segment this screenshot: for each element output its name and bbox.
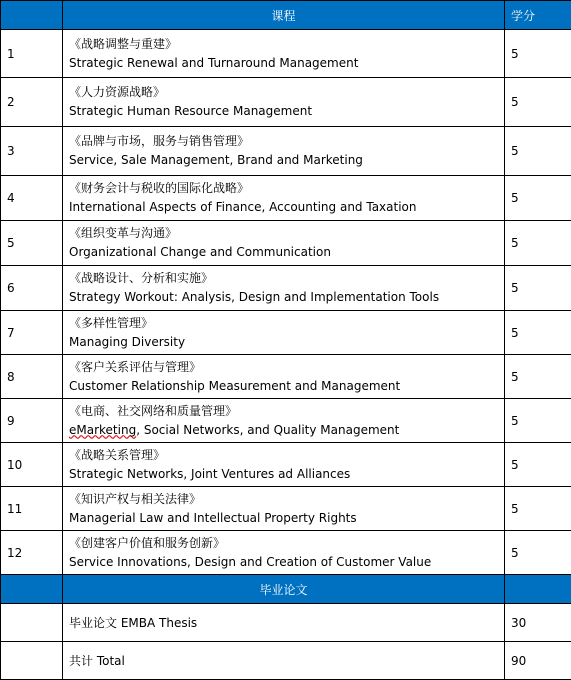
course-title-cn: 《客户关系评估与管理》 — [69, 358, 504, 376]
total-row — [1, 642, 571, 680]
table-row — [1, 531, 571, 575]
table-header-row — [1, 1, 571, 30]
course-cell — [63, 30, 505, 78]
course-credit: 5 — [505, 266, 571, 311]
course-title-cn: 《战略关系管理》 — [69, 446, 504, 464]
course-title-cn: 《知识产权与相关法律》 — [69, 490, 504, 508]
course-title-cn: 《战略调整与重建》 — [69, 35, 504, 53]
course-credit: 5 — [505, 487, 571, 531]
course-cell — [63, 531, 505, 575]
header-credit: 学分 — [505, 1, 571, 30]
course-cell — [63, 78, 505, 127]
row-number: 9 — [1, 399, 63, 443]
course-title-en: Strategic Human Resource Management — [69, 101, 504, 121]
course-title-cn: 《财务会计与税收的国际化战略》 — [69, 179, 504, 197]
table-row — [1, 221, 571, 266]
course-title-en-rest: , Social Networks, and Quality Management — [136, 423, 399, 437]
course-cell — [63, 266, 505, 311]
thesis-row — [1, 604, 571, 642]
course-title-en: Strategy Workout: Analysis, Design and Implementation Tools — [69, 287, 504, 307]
thesis-label: 毕业论文 EMBA Thesis — [63, 604, 505, 642]
course-title-en: Strategic Networks, Joint Ventures ad Alliances — [69, 464, 504, 484]
row-number — [1, 642, 63, 680]
course-cell — [63, 127, 505, 176]
course-cell — [63, 443, 505, 487]
course-cell — [63, 487, 505, 531]
course-title-en: International Aspects of Finance, Accounting and Taxation — [69, 197, 504, 217]
table-row — [1, 443, 571, 487]
course-credit: 5 — [505, 399, 571, 443]
table-row — [1, 399, 571, 443]
row-number: 10 — [1, 443, 63, 487]
course-credit: 5 — [505, 355, 571, 399]
table-row — [1, 487, 571, 531]
course-title-en: Managerial Law and Intellectual Property Rights — [69, 508, 504, 528]
course-title-cn: 《电商、社交网络和质量管理》 — [69, 402, 504, 420]
row-number: 3 — [1, 127, 63, 176]
course-title-cn: 《战略设计、分析和实施》 — [69, 269, 504, 287]
total-label: 共计 Total — [63, 642, 505, 680]
course-credit: 5 — [505, 531, 571, 575]
course-credit: 5 — [505, 127, 571, 176]
course-credit: 5 — [505, 311, 571, 355]
course-credit: 5 — [505, 30, 571, 78]
course-cell — [63, 221, 505, 266]
course-cell — [63, 176, 505, 221]
course-title-en: Customer Relationship Measurement and Management — [69, 376, 504, 396]
course-title-cn: 《品牌与市场，服务与销售管理》 — [69, 132, 504, 150]
thesis-section-header — [1, 575, 571, 604]
course-cell — [63, 399, 505, 443]
row-number — [1, 604, 63, 642]
row-number: 8 — [1, 355, 63, 399]
header-course: 课程 — [63, 1, 505, 30]
table-row — [1, 78, 571, 127]
table-row — [1, 127, 571, 176]
course-credit: 5 — [505, 176, 571, 221]
row-number: 6 — [1, 266, 63, 311]
course-title-cn: 《多样性管理》 — [69, 314, 504, 332]
course-cell — [63, 355, 505, 399]
row-number: 11 — [1, 487, 63, 531]
course-credit: 5 — [505, 443, 571, 487]
total-credit: 90 — [505, 642, 571, 680]
course-title-en: Strategic Renewal and Turnaround Management — [69, 53, 504, 73]
course-title-en — [69, 420, 504, 440]
row-number: 2 — [1, 78, 63, 127]
course-title-cn: 《人力资源战略》 — [69, 83, 504, 101]
header-number-cell — [1, 1, 63, 30]
table-row — [1, 30, 571, 78]
course-title-cn: 《组织变革与沟通》 — [69, 224, 504, 242]
table-row — [1, 266, 571, 311]
misspelled-word: eMarketing — [69, 423, 136, 437]
course-title-en: Managing Diversity — [69, 332, 504, 352]
course-cell — [63, 311, 505, 355]
row-number: 4 — [1, 176, 63, 221]
row-number: 5 — [1, 221, 63, 266]
thesis-section-title: 毕业论文 — [63, 575, 505, 604]
course-title-cn: 《创建客户价值和服务创新》 — [69, 534, 504, 552]
thesis-section-blank — [1, 575, 63, 604]
table-row — [1, 176, 571, 221]
table-row — [1, 355, 571, 399]
table-row — [1, 311, 571, 355]
course-title-en: Organizational Change and Communication — [69, 242, 504, 262]
course-credit: 5 — [505, 221, 571, 266]
thesis-credit: 30 — [505, 604, 571, 642]
row-number: 7 — [1, 311, 63, 355]
course-credit: 5 — [505, 78, 571, 127]
course-title-en: Service Innovations, Design and Creation of Customer Value — [69, 552, 504, 572]
row-number: 12 — [1, 531, 63, 575]
thesis-section-blank-credit — [505, 575, 571, 604]
course-title-en: Service, Sale Management, Brand and Marketing — [69, 150, 504, 170]
row-number: 1 — [1, 30, 63, 78]
